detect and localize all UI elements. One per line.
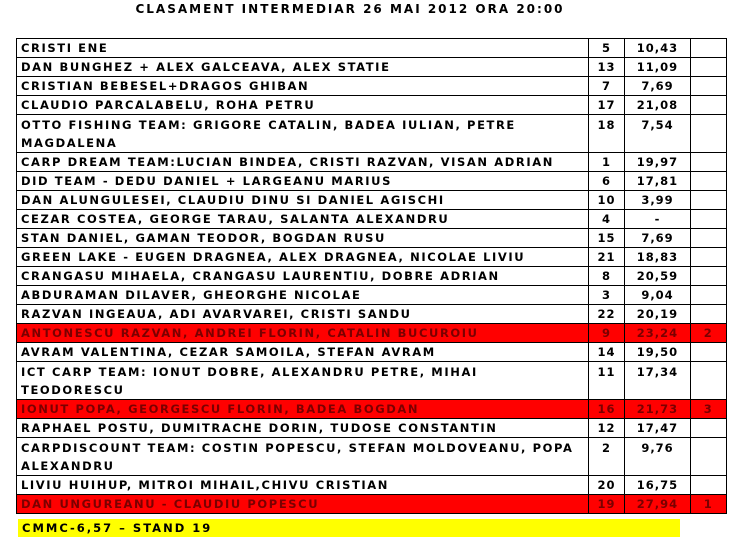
table-row: [17, 305, 727, 324]
team-name-cell: OTTO FISHING TEAM: GRIGORE CATALIN, BADEA IULIAN, PETRE MAGDALENA: [17, 115, 589, 153]
ranking-table-body: [17, 39, 727, 514]
team-name-cell: STAN DANIEL, GAMAN TEODOR, BOGDAN RUSU: [17, 229, 589, 248]
place-cell: [691, 229, 727, 248]
place-cell: [691, 286, 727, 305]
table-row: [17, 172, 727, 191]
stand-cell: 11: [589, 362, 625, 400]
weight-cell: 20,59: [625, 267, 691, 286]
page-title: CLASAMENT INTERMEDIAR 26 MAI 2012 ORA 20:00: [135, 2, 565, 16]
place-cell: [691, 267, 727, 286]
place-cell: [691, 419, 727, 438]
footer-note: CMMC-6,57 – STAND 19: [18, 519, 680, 537]
weight-cell: 7,54: [625, 115, 691, 153]
team-name-cell: CRANGASU MIHAELA, CRANGASU LAURENTIU, DOBRE ADRIAN: [17, 267, 589, 286]
place-cell: [691, 362, 727, 400]
stand-cell: 7: [589, 77, 625, 96]
team-name-cell: AVRAM VALENTINA, CEZAR SAMOILA, STEFAN AVRAM: [17, 343, 589, 362]
weight-cell: 23,24: [625, 324, 691, 343]
team-name-cell: GREEN LAKE - EUGEN DRAGNEA, ALEX DRAGNEA, NICOLAE LIVIU: [17, 248, 589, 267]
stand-cell: 10: [589, 191, 625, 210]
team-name-cell: ABDURAMAN DILAVER, GHEORGHE NICOLAE: [17, 286, 589, 305]
stand-cell: 13: [589, 58, 625, 77]
stand-cell: 15: [589, 229, 625, 248]
place-cell: [691, 172, 727, 191]
place-cell: [691, 438, 727, 476]
team-name-cell: CRISTIAN BEBESEL+DRAGOS GHIBAN: [17, 77, 589, 96]
table-row: [17, 153, 727, 172]
team-name-cell: DAN UNGUREANU - CLAUDIU POPESCU: [17, 495, 589, 514]
stand-cell: 9: [589, 324, 625, 343]
place-cell: [691, 476, 727, 495]
stand-cell: 5: [589, 39, 625, 58]
team-name-cell: ICT CARP TEAM: IONUT DOBRE, ALEXANDRU PETRE, MIHAI TEODORESCU: [17, 362, 589, 400]
weight-cell: 19,97: [625, 153, 691, 172]
team-name-cell: CLAUDIO PARCALABELU, ROHA PETRU: [17, 96, 589, 115]
stand-cell: 19: [589, 495, 625, 514]
weight-cell: 21,73: [625, 400, 691, 419]
weight-cell: 11,09: [625, 58, 691, 77]
table-row: [17, 343, 727, 362]
place-cell: [691, 305, 727, 324]
weight-cell: 10,43: [625, 39, 691, 58]
team-name-cell: RAZVAN INGEAUA, ADI AVARVAREI, CRISTI SANDU: [17, 305, 589, 324]
weight-cell: 17,81: [625, 172, 691, 191]
table-row: [17, 400, 727, 419]
weight-cell: 9,04: [625, 286, 691, 305]
table-row: [17, 210, 727, 229]
place-cell: [691, 77, 727, 96]
stand-cell: 21: [589, 248, 625, 267]
team-name-cell: IONUT POPA, GEORGESCU FLORIN, BADEA BOGDAN: [17, 400, 589, 419]
place-cell: [691, 210, 727, 229]
table-row: [17, 229, 727, 248]
stand-cell: 20: [589, 476, 625, 495]
table-row: [17, 438, 727, 476]
weight-cell: 9,76: [625, 438, 691, 476]
team-name-cell: CARPDISCOUNT TEAM: COSTIN POPESCU, STEFAN MOLDOVEANU, POPA ALEXANDRU: [17, 438, 589, 476]
weight-cell: 27,94: [625, 495, 691, 514]
weight-cell: 18,83: [625, 248, 691, 267]
table-row: [17, 96, 727, 115]
team-name-cell: CEZAR COSTEA, GEORGE TARAU, SALANTA ALEXANDRU: [17, 210, 589, 229]
place-cell: [691, 96, 727, 115]
stand-cell: 2: [589, 438, 625, 476]
team-name-cell: DAN ALUNGULESEI, CLAUDIU DINU SI DANIEL AGISCHI: [17, 191, 589, 210]
stand-cell: 14: [589, 343, 625, 362]
place-cell: 2: [691, 324, 727, 343]
place-cell: 3: [691, 400, 727, 419]
weight-cell: 19,50: [625, 343, 691, 362]
ranking-table: [16, 38, 727, 514]
weight-cell: 20,19: [625, 305, 691, 324]
table-row: [17, 115, 727, 153]
weight-cell: 7,69: [625, 229, 691, 248]
team-name-cell: CARP DREAM TEAM:LUCIAN BINDEA, CRISTI RAZVAN, VISAN ADRIAN: [17, 153, 589, 172]
stand-cell: 6: [589, 172, 625, 191]
weight-cell: -: [625, 210, 691, 229]
table-row: [17, 58, 727, 77]
table-row: [17, 39, 727, 58]
weight-cell: 16,75: [625, 476, 691, 495]
table-row: [17, 476, 727, 495]
stand-cell: 3: [589, 286, 625, 305]
team-name-cell: LIVIU HUIHUP, MITROI MIHAIL,CHIVU CRISTIAN: [17, 476, 589, 495]
team-name-cell: ANTONESCU RAZVAN, ANDREI FLORIN, CATALIN BUCUROIU: [17, 324, 589, 343]
place-cell: [691, 58, 727, 77]
stand-cell: 8: [589, 267, 625, 286]
place-cell: [691, 248, 727, 267]
stand-cell: 17: [589, 96, 625, 115]
table-row: [17, 286, 727, 305]
weight-cell: 17,47: [625, 419, 691, 438]
team-name-cell: CRISTI ENE: [17, 39, 589, 58]
weight-cell: 21,08: [625, 96, 691, 115]
place-cell: [691, 191, 727, 210]
table-row: [17, 191, 727, 210]
table-row: [17, 419, 727, 438]
weight-cell: 3,99: [625, 191, 691, 210]
stand-cell: 16: [589, 400, 625, 419]
weight-cell: 17,34: [625, 362, 691, 400]
stand-cell: 18: [589, 115, 625, 153]
weight-cell: 7,69: [625, 77, 691, 96]
stand-cell: 4: [589, 210, 625, 229]
team-name-cell: DID TEAM - DEDU DANIEL + LARGEANU MARIUS: [17, 172, 589, 191]
table-row: [17, 362, 727, 400]
place-cell: [691, 115, 727, 153]
table-row: [17, 495, 727, 514]
place-cell: 1: [691, 495, 727, 514]
table-row: [17, 248, 727, 267]
table-row: [17, 324, 727, 343]
place-cell: [691, 343, 727, 362]
stand-cell: 22: [589, 305, 625, 324]
place-cell: [691, 39, 727, 58]
stand-cell: 12: [589, 419, 625, 438]
table-row: [17, 267, 727, 286]
stand-cell: 1: [589, 153, 625, 172]
table-row: [17, 77, 727, 96]
team-name-cell: DAN BUNGHEZ + ALEX GALCEAVA, ALEX STATIE: [17, 58, 589, 77]
team-name-cell: RAPHAEL POSTU, DUMITRACHE DORIN, TUDOSE CONSTANTIN: [17, 419, 589, 438]
place-cell: [691, 153, 727, 172]
